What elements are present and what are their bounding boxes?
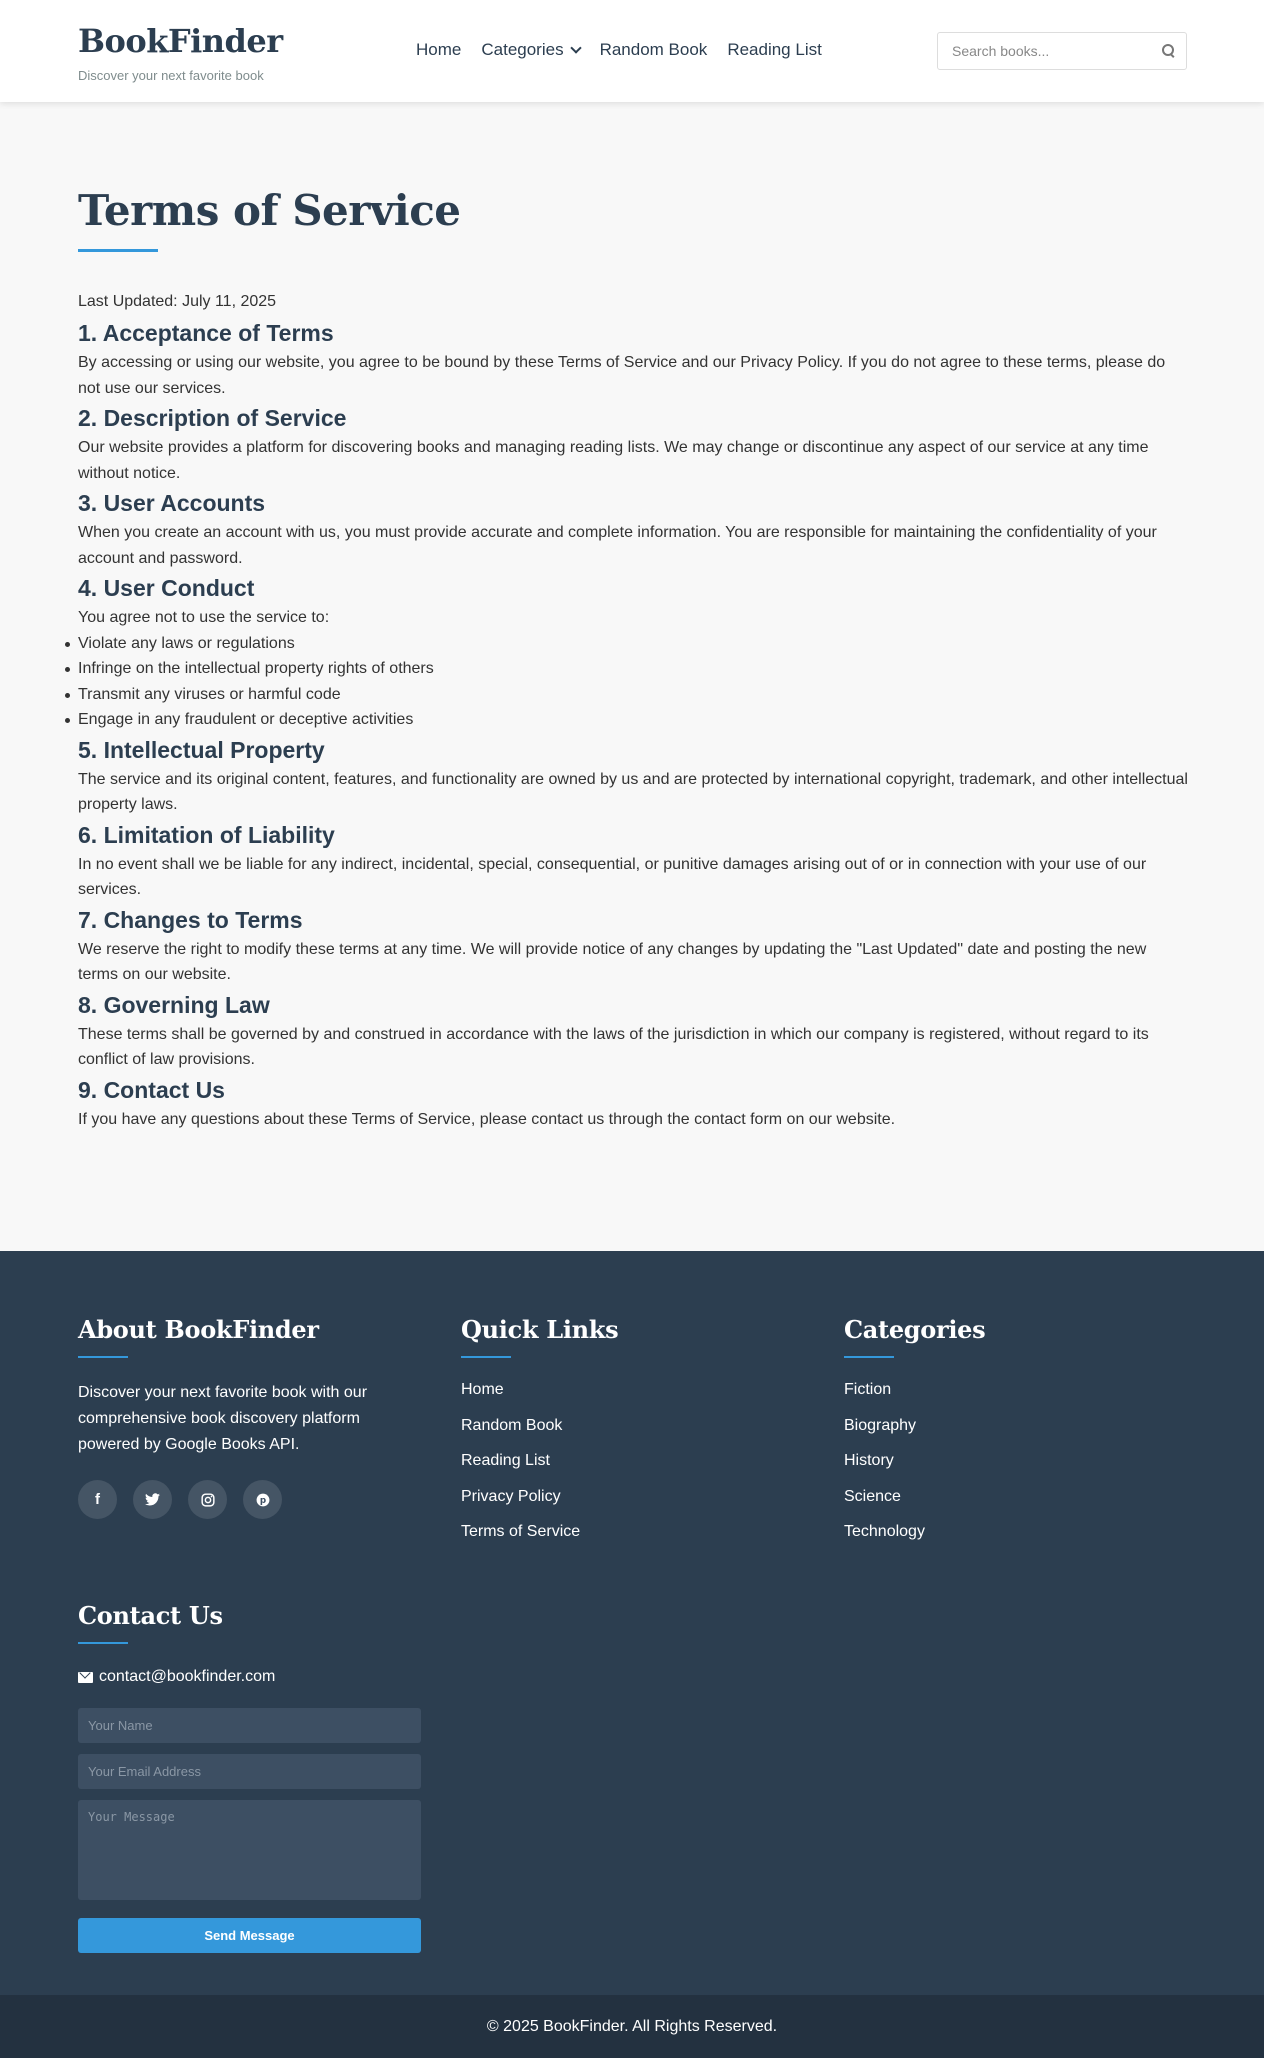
search-box — [937, 32, 1187, 70]
terms-section — [78, 403, 1188, 486]
terms-section — [78, 318, 1188, 401]
send-message-button[interactable]: Send Message — [78, 1918, 421, 1953]
site-footer — [0, 1251, 1264, 1995]
footer-contact — [78, 1601, 421, 1953]
section-heading: 5. Intellectual Property — [78, 736, 325, 763]
terms-section — [78, 573, 1188, 733]
section-text: The service and its original content, features, and functionality are owned by us and are protected by international copyright, trademark, and other intellectual property laws. — [78, 770, 1188, 813]
section-text: Our website provides a platform for discovering books and managing reading lists. We may change or discontinue any aspect of our service at any time without notice. — [78, 439, 1149, 482]
envelope-icon — [78, 1672, 93, 1683]
categories-list — [844, 1380, 985, 1542]
twitter-icon[interactable] — [133, 1480, 172, 1519]
nav-home[interactable]: Home — [416, 40, 462, 59]
facebook-icon[interactable]: f — [78, 1480, 117, 1519]
list-item: Engage in any fraudulent or deceptive activities — [78, 707, 1188, 733]
footer-about-heading: About BookFinder — [78, 1315, 319, 1344]
footer-bottom-bar — [0, 1995, 1264, 2058]
footer-category-biography[interactable]: Biography — [844, 1416, 917, 1434]
main-content — [78, 186, 1188, 1132]
section-text: When you create an account with us, you must provide accurate and complete information. You are responsible for maintaining the confidentiality of your account and password. — [78, 524, 1157, 567]
section-text: These terms shall be governed by and construed in accordance with the laws of the jurisdiction in which our company is registered, without regard to its conflict of law provisions. — [78, 1025, 1149, 1068]
nav-random-book[interactable]: Random Book — [599, 40, 708, 59]
section-text: In no event shall we be liable for any indirect, incidental, special, consequential, or punitive damages arising out of or in connection with your use of our services. — [78, 855, 1147, 898]
footer-categories-heading: Categories — [844, 1315, 986, 1344]
heading-underline — [461, 1356, 511, 1358]
heading-underline — [844, 1356, 894, 1358]
section-heading: 9. Contact Us — [78, 1076, 225, 1103]
pinterest-icon[interactable] — [243, 1480, 282, 1519]
nav-reading-list[interactable]: Reading List — [727, 40, 822, 59]
logo-subtitle: Discover your next favorite book — [78, 68, 264, 83]
logo-title[interactable]: BookFinder — [78, 22, 283, 60]
contact-email — [78, 1668, 421, 1686]
section-text: You agree not to use the service to: — [78, 609, 330, 626]
heading-underline — [78, 1356, 128, 1358]
instagram-icon[interactable] — [188, 1480, 227, 1519]
footer-quick-links — [461, 1315, 618, 1558]
footer-link-terms[interactable]: Terms of Service — [461, 1523, 581, 1540]
list-item: Infringe on the intellectual property rights of others — [78, 656, 1188, 682]
nav-categories[interactable] — [481, 40, 579, 60]
section-heading: 7. Changes to Terms — [78, 906, 303, 933]
contact-message-input[interactable] — [78, 1800, 421, 1900]
contact-email-input[interactable] — [78, 1754, 421, 1789]
nav-categories-label: Categories — [481, 40, 564, 59]
contact-email-text[interactable]: contact@bookfinder.com — [99, 1668, 276, 1685]
section-heading: 1. Acceptance of Terms — [78, 320, 334, 346]
terms-section — [78, 735, 1188, 818]
section-heading: 2. Description of Service — [78, 405, 347, 431]
terms-section — [78, 820, 1188, 903]
footer-link-home[interactable]: Home — [461, 1381, 504, 1398]
footer-link-random-book[interactable]: Random Book — [461, 1416, 563, 1434]
conduct-list — [78, 631, 1188, 733]
footer-category-fiction[interactable]: Fiction — [844, 1381, 892, 1398]
title-underline — [78, 249, 158, 252]
page-title: Terms of Service — [78, 186, 461, 235]
section-text: We reserve the right to modify these terms at any time. We will provide notice of any changes by updating the "Last Updated" date and posting the new terms on our website. — [78, 940, 1147, 983]
footer-link-reading-list[interactable]: Reading List — [461, 1452, 550, 1469]
footer-categories — [844, 1315, 985, 1558]
footer-about-text: Discover your next favorite book with our comprehensive book discovery platform powered by Google Books API. — [78, 1384, 368, 1453]
search-input[interactable] — [938, 33, 1138, 69]
section-heading: 8. Governing Law — [78, 991, 270, 1018]
footer-category-technology[interactable]: Technology — [844, 1523, 925, 1540]
quick-links-list — [461, 1380, 618, 1542]
contact-name-input[interactable] — [78, 1708, 421, 1743]
terms-section — [78, 1075, 1188, 1133]
section-heading: 4. User Conduct — [78, 575, 255, 601]
footer-about — [78, 1315, 398, 1519]
section-heading: 6. Limitation of Liability — [78, 821, 335, 848]
logo[interactable] — [78, 22, 283, 83]
section-heading: 3. User Accounts — [78, 490, 266, 516]
footer-category-science[interactable]: Science — [844, 1487, 901, 1505]
footer-link-privacy-policy[interactable]: Privacy Policy — [461, 1487, 561, 1505]
copyright: © 2025 BookFinder. All Rights Reserved. — [486, 2017, 778, 2035]
footer-contact-heading: Contact Us — [78, 1601, 223, 1630]
search-icon[interactable] — [1162, 44, 1174, 56]
footer-category-history[interactable]: History — [844, 1452, 894, 1469]
footer-quick-links-heading: Quick Links — [461, 1315, 619, 1344]
section-text: By accessing or using our website, you agree to be bound by these Terms of Service and our Privacy Policy. If you do not agree to these terms, please do not use our services. — [78, 354, 1166, 397]
main-nav — [416, 40, 822, 60]
heading-underline — [78, 1642, 128, 1644]
site-header — [0, 0, 1264, 102]
list-item: Violate any laws or regulations — [78, 631, 1188, 657]
terms-section — [78, 905, 1188, 988]
last-updated: Last Updated: July 11, 2025 — [78, 293, 277, 310]
terms-section — [78, 488, 1188, 571]
list-item: Transmit any viruses or harmful code — [78, 682, 1188, 708]
terms-section — [78, 990, 1188, 1073]
chevron-down-icon — [570, 42, 581, 53]
svg-text:p: p — [259, 1495, 266, 1506]
social-links — [78, 1480, 398, 1519]
section-text: If you have any questions about these Terms of Service, please contact us through the contact form on our website. — [78, 1110, 896, 1128]
